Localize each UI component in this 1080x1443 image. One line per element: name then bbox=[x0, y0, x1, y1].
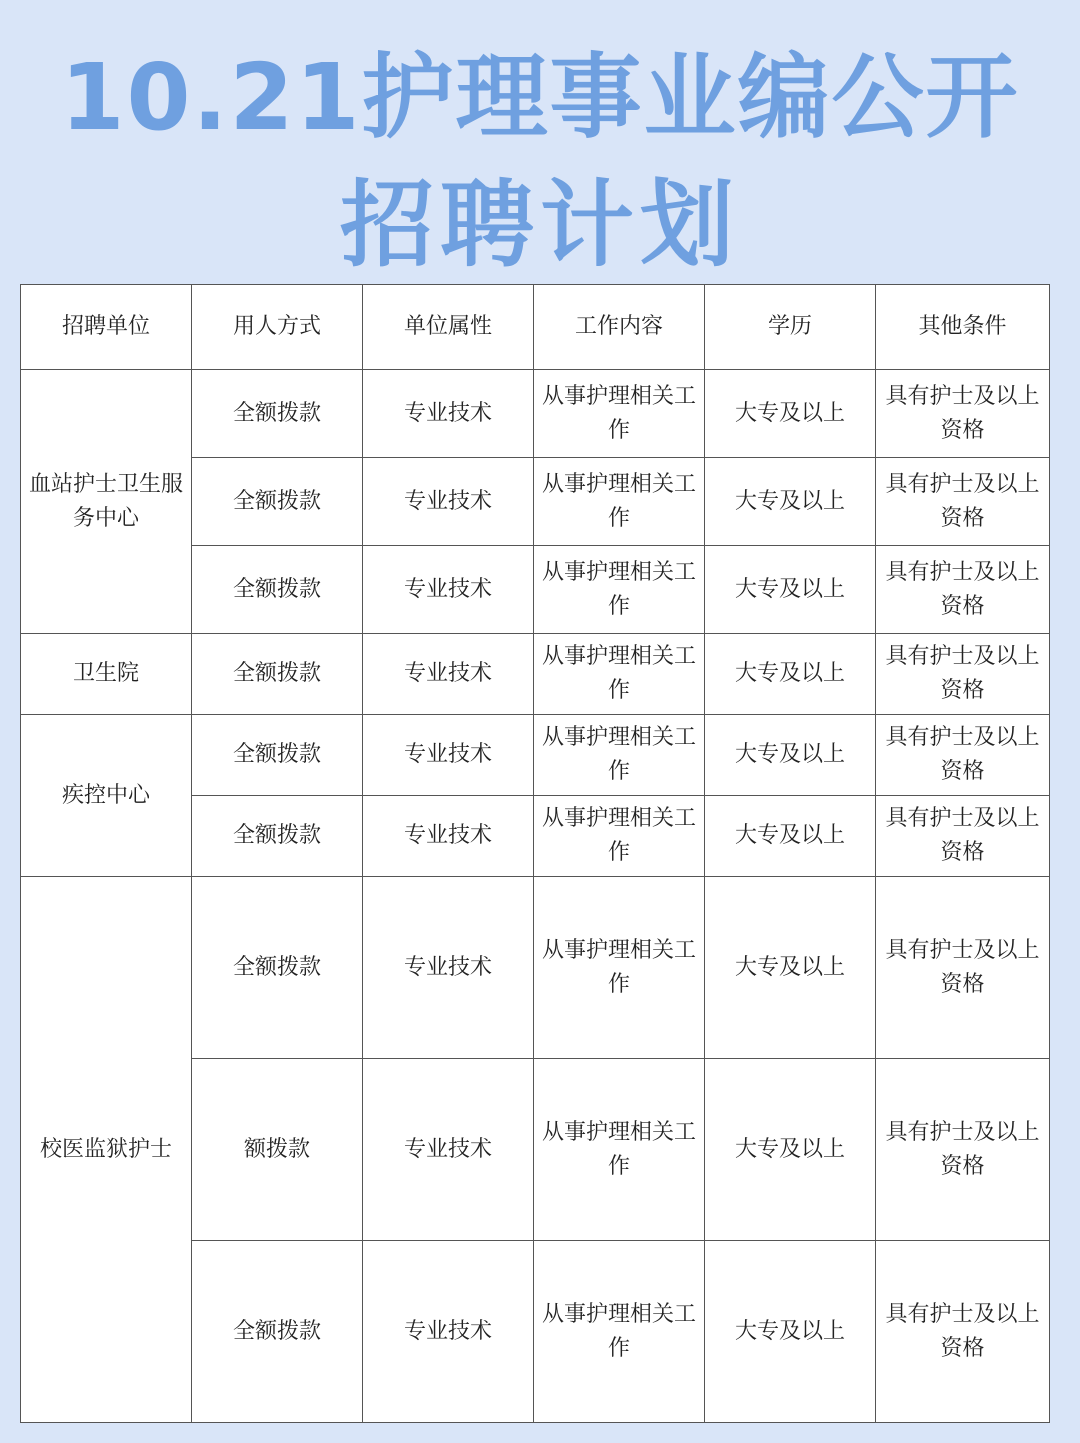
method-cell: 全额拨款 bbox=[192, 458, 363, 546]
header-work-content: 工作内容 bbox=[534, 285, 705, 370]
method-cell: 全额拨款 bbox=[192, 877, 363, 1059]
other-cell: 具有护士及以上资格 bbox=[876, 1241, 1050, 1423]
other-cell: 具有护士及以上资格 bbox=[876, 546, 1050, 634]
attribute-cell: 专业技术 bbox=[363, 634, 534, 715]
attribute-cell: 专业技术 bbox=[363, 796, 534, 877]
unit-cell: 校医监狱护士 bbox=[21, 877, 192, 1423]
work-cell: 从事护理相关工作 bbox=[534, 1241, 705, 1423]
education-cell: 大专及以上 bbox=[705, 1059, 876, 1241]
unit-cell: 疾控中心 bbox=[21, 715, 192, 877]
education-cell: 大专及以上 bbox=[705, 458, 876, 546]
unit-cell: 卫生院 bbox=[21, 634, 192, 715]
education-cell: 大专及以上 bbox=[705, 1241, 876, 1423]
method-cell: 全额拨款 bbox=[192, 715, 363, 796]
attribute-cell: 专业技术 bbox=[363, 1241, 534, 1423]
header-education: 学历 bbox=[705, 285, 876, 370]
attribute-cell: 专业技术 bbox=[363, 458, 534, 546]
attribute-cell: 专业技术 bbox=[363, 715, 534, 796]
method-cell: 全额拨款 bbox=[192, 1241, 363, 1423]
page-title-line-1: 10.21护理事业编公开 bbox=[60, 44, 1020, 151]
other-cell: 具有护士及以上资格 bbox=[876, 796, 1050, 877]
other-cell: 具有护士及以上资格 bbox=[876, 715, 1050, 796]
attribute-cell: 专业技术 bbox=[363, 546, 534, 634]
other-cell: 具有护士及以上资格 bbox=[876, 634, 1050, 715]
attribute-cell: 专业技术 bbox=[363, 1059, 534, 1241]
education-cell: 大专及以上 bbox=[705, 546, 876, 634]
work-cell: 从事护理相关工作 bbox=[534, 634, 705, 715]
method-cell: 全额拨款 bbox=[192, 634, 363, 715]
header-other-conditions: 其他条件 bbox=[876, 285, 1050, 370]
table-row bbox=[21, 634, 1050, 715]
education-cell: 大专及以上 bbox=[705, 634, 876, 715]
other-cell: 具有护士及以上资格 bbox=[876, 877, 1050, 1059]
header-unit-attribute: 单位属性 bbox=[363, 285, 534, 370]
header-recruiting-unit: 招聘单位 bbox=[21, 285, 192, 370]
attribute-cell: 专业技术 bbox=[363, 370, 534, 458]
education-cell: 大专及以上 bbox=[705, 877, 876, 1059]
work-cell: 从事护理相关工作 bbox=[534, 877, 705, 1059]
work-cell: 从事护理相关工作 bbox=[534, 715, 705, 796]
work-cell: 从事护理相关工作 bbox=[534, 1059, 705, 1241]
other-cell: 具有护士及以上资格 bbox=[876, 1059, 1050, 1241]
header-employment-method: 用人方式 bbox=[192, 285, 363, 370]
table-row bbox=[21, 877, 1050, 1059]
other-cell: 具有护士及以上资格 bbox=[876, 458, 1050, 546]
education-cell: 大专及以上 bbox=[705, 370, 876, 458]
table-row bbox=[21, 370, 1050, 458]
table-row bbox=[21, 715, 1050, 796]
work-cell: 从事护理相关工作 bbox=[534, 546, 705, 634]
attribute-cell: 专业技术 bbox=[363, 877, 534, 1059]
education-cell: 大专及以上 bbox=[705, 796, 876, 877]
table-header-row bbox=[21, 285, 1050, 370]
page-title-line-2: 招聘计划 bbox=[339, 171, 740, 280]
work-cell: 从事护理相关工作 bbox=[534, 458, 705, 546]
method-cell: 全额拨款 bbox=[192, 796, 363, 877]
unit-cell: 血站护士卫生服务中心 bbox=[21, 370, 192, 634]
method-cell: 全额拨款 bbox=[192, 370, 363, 458]
education-cell: 大专及以上 bbox=[705, 715, 876, 796]
method-cell: 额拨款 bbox=[192, 1059, 363, 1241]
method-cell: 全额拨款 bbox=[192, 546, 363, 634]
other-cell: 具有护士及以上资格 bbox=[876, 370, 1050, 458]
recruitment-plan-table bbox=[20, 284, 1050, 1423]
work-cell: 从事护理相关工作 bbox=[534, 796, 705, 877]
work-cell: 从事护理相关工作 bbox=[534, 370, 705, 458]
